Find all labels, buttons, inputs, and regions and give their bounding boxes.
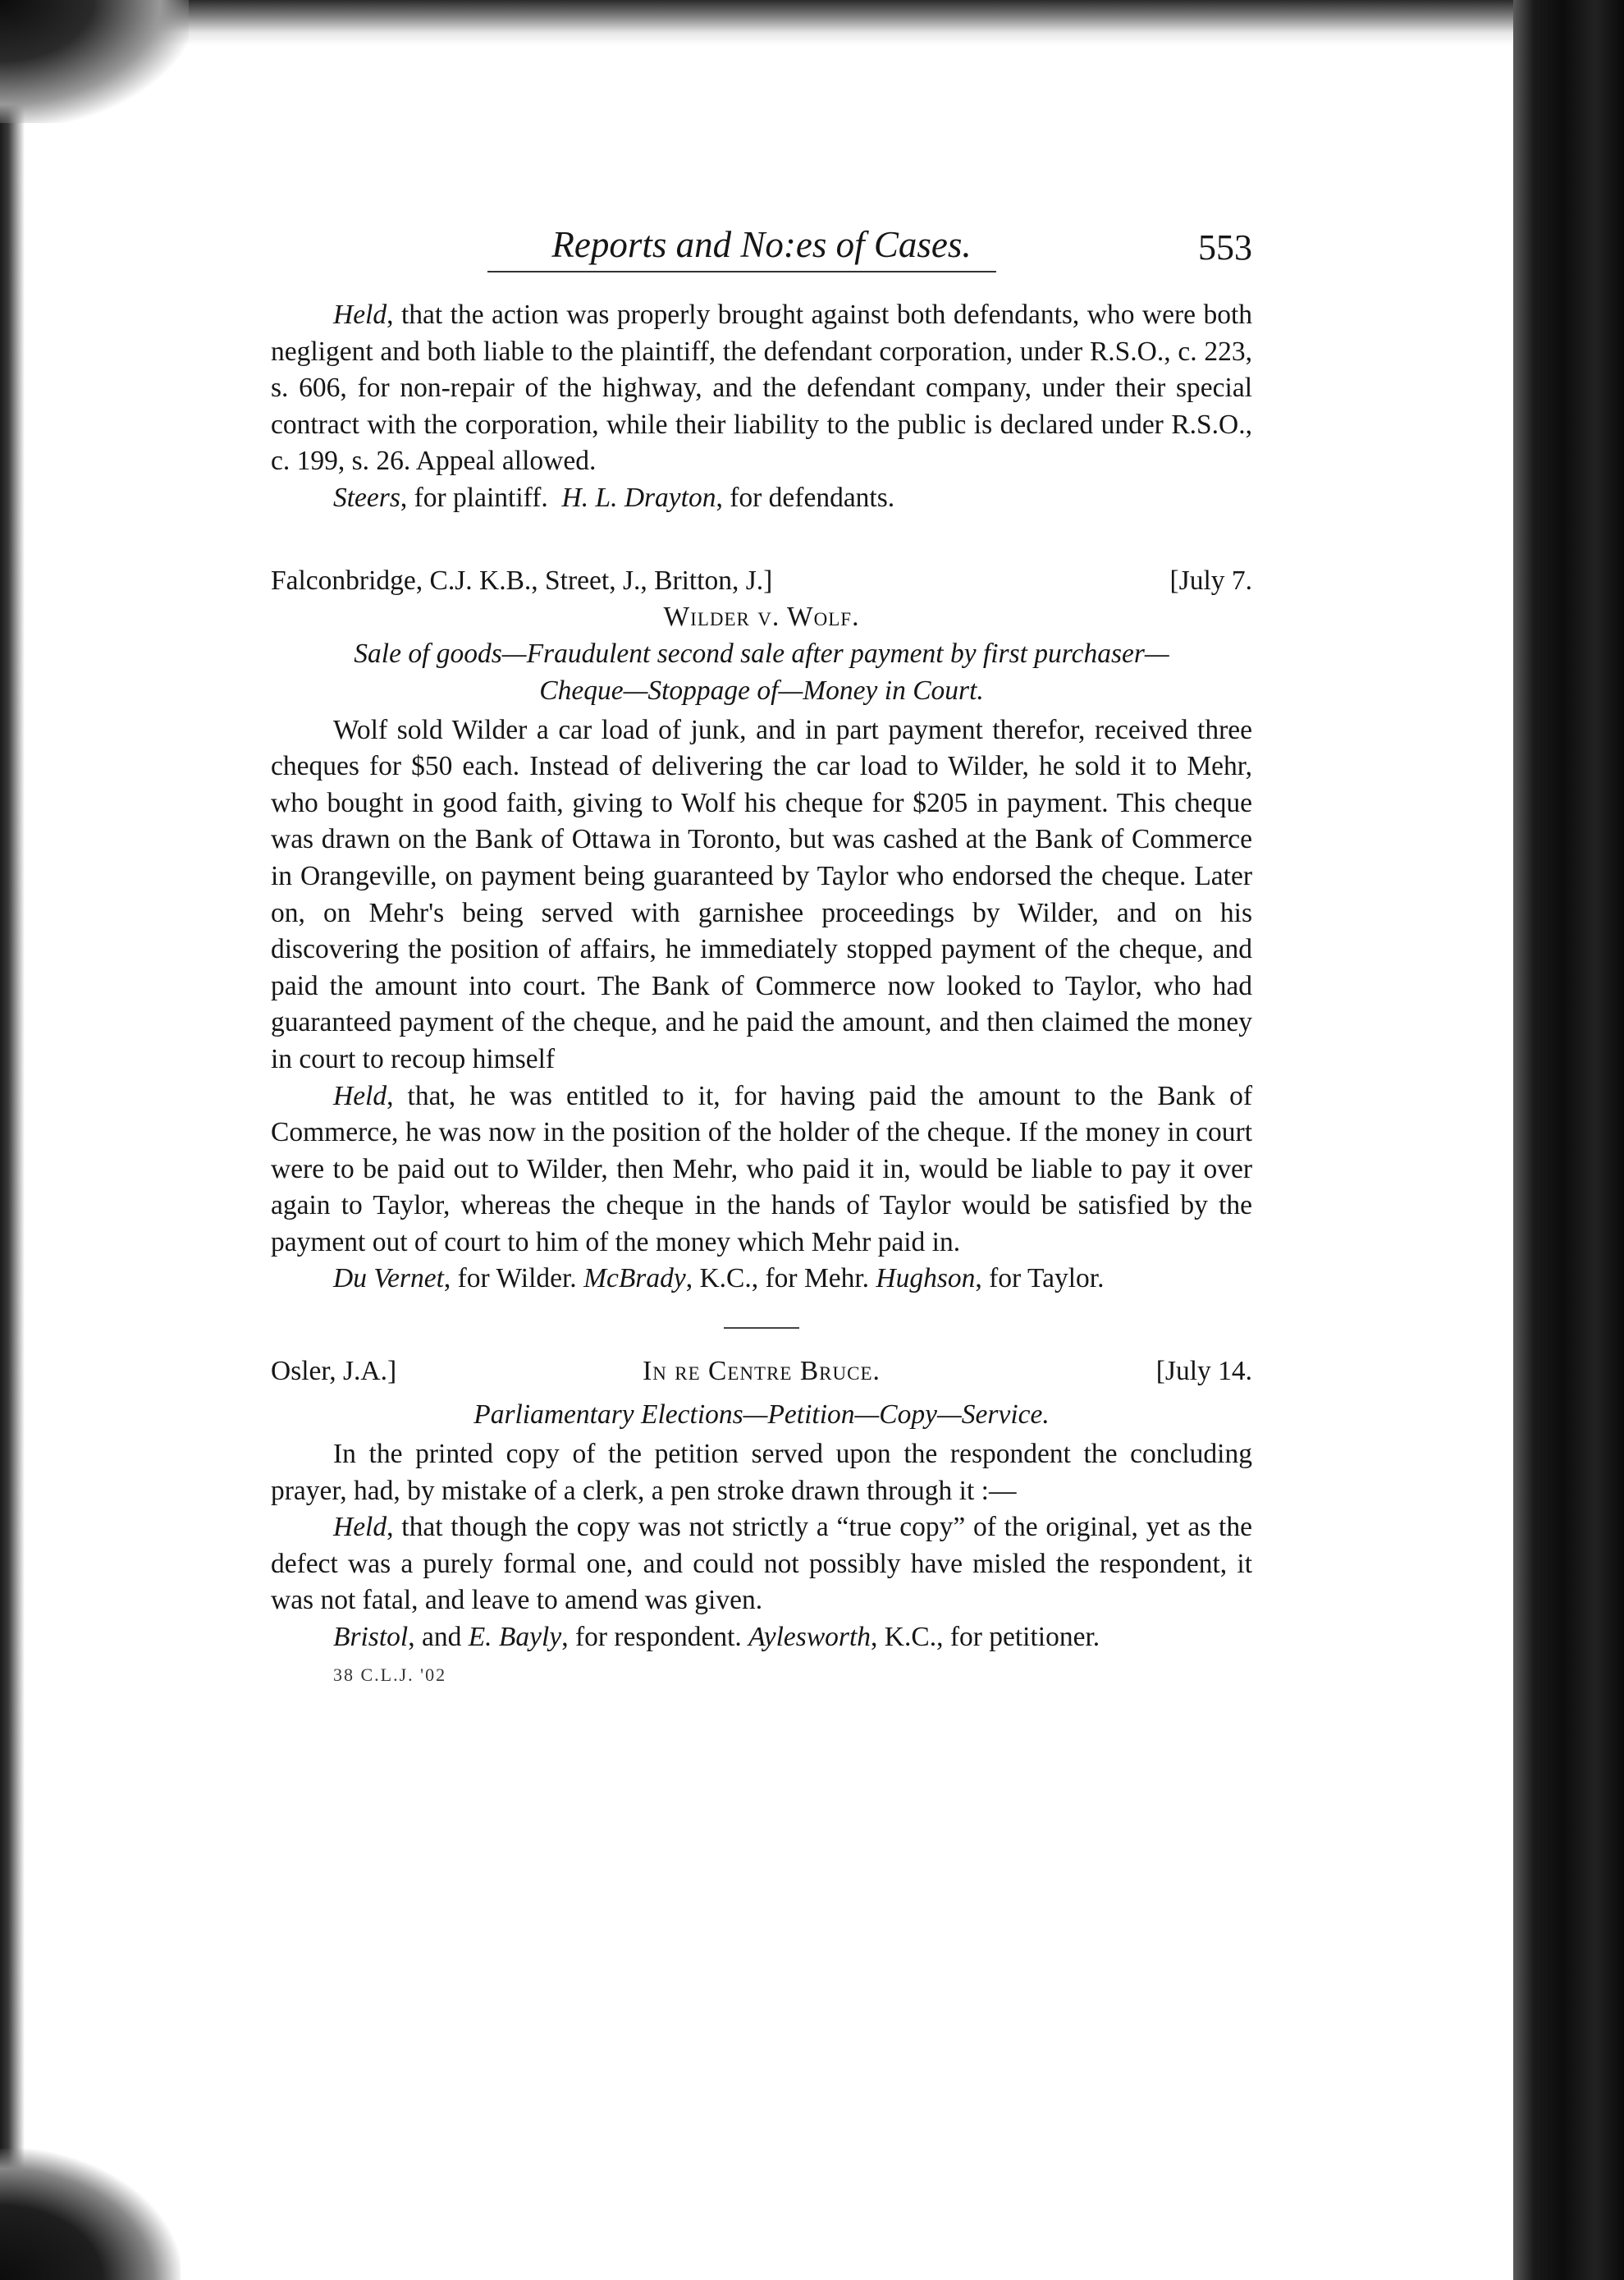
counsel-role: , K.C., for Mehr. — [685, 1263, 876, 1294]
held-label: Held — [333, 1512, 387, 1543]
case-2-facts: Wolf sold Wilder a car load of junk, and in part payment therefor, received three cheques for $50 each. Instead of delivering the car load to Wilder, he sold it to Mehr, who bought in good faith, giving to Wolf his cheque for $205 in payment. This cheque was drawn on the Bank of Ottawa in Toronto, but was cashed at the Bank of Commerce in Orangeville, on payment being guaranteed by Taylor who endorsed the cheque. Later on, on Mehr's being served with garnishee proceedings by Wilder, and on his discovering the position of affairs, he immediately stopped payment of the cheque, and paid the amount into court. The Bank of Commerce now looked to Taylor, who had guaranteed payment of the cheque, and he paid the amount, and then claimed the money in court to recoup himself — [271, 714, 1252, 1074]
case-2-counsel — [271, 1261, 1252, 1298]
counsel-name: H. L. Drayton — [561, 482, 716, 513]
counsel-role: , for defendants. — [716, 482, 895, 513]
scan-corner-bottom-left — [0, 2149, 181, 2280]
case-2-holding — [271, 1078, 1252, 1261]
scan-corner-top-left — [0, 0, 189, 123]
case-2-heading — [271, 563, 1252, 599]
holding-text: , that, he was entitled to it, for having paid the amount to the Bank of Commerce, he was now in the position of the holder of the cheque. If the money in court were to be paid out to Wilder, then Mehr, who paid it in, would be liable to pay it over again to Taylor, whereas the cheque in the hands of Taylor would be satisfied by the payment out of court to him of the money which Mehr paid in. — [271, 1080, 1252, 1257]
case-3-counsel — [271, 1619, 1252, 1656]
holding-text: , that though the copy was not strictly a “true copy” of the original, yet as the defect was a purely formal one, and could not possibly have misled the respondent, it was not fatal, and leave to amend was given. — [271, 1512, 1252, 1616]
case-2-title: Wilder v. Wolf. — [663, 601, 860, 632]
counsel-role: , for respondent. — [561, 1622, 749, 1653]
counsel-name: E. Bayly — [468, 1622, 562, 1653]
case-bench: Falconbridge, C.J. K.B., Street, J., Britton, J.] — [271, 565, 773, 596]
case-1 — [271, 297, 1252, 517]
scan-edge-right — [1513, 0, 1624, 2280]
case-date: [July 7. — [1169, 565, 1252, 596]
page-header — [271, 223, 1252, 281]
counsel-name: Steers — [333, 482, 400, 513]
case-3-title: In re Centre Bruce. — [643, 1356, 881, 1387]
held-label: Held — [333, 300, 387, 330]
counsel-name: Bristol — [333, 1622, 409, 1653]
page-number: 553 — [1198, 227, 1252, 268]
page-content — [271, 223, 1252, 1686]
counsel-role: , K.C., for petitioner. — [871, 1622, 1100, 1653]
scan-edge-left — [0, 0, 25, 2280]
case-1-holding — [271, 297, 1252, 480]
counsel-name: Aylesworth — [748, 1622, 871, 1653]
case-2-headnote — [271, 635, 1252, 709]
counsel-role: , for Wilder. — [443, 1263, 584, 1294]
counsel-name: McBrady — [583, 1263, 686, 1294]
scan-edge-top — [0, 0, 1624, 45]
counsel-name: Hughson — [876, 1263, 976, 1294]
case-3-holding — [271, 1509, 1252, 1619]
counsel-role: , for Taylor. — [975, 1263, 1105, 1294]
case-3-headnote: Parliamentary Elections—Petition—Copy—Service. — [473, 1399, 1050, 1431]
held-label: Held — [333, 1080, 387, 1111]
case-2 — [271, 563, 1252, 1298]
counsel-role: , for plaintiff. — [400, 482, 548, 513]
headnote-line: Cheque—Stoppage of—Money in Court. — [539, 675, 984, 706]
counsel-role: , and — [408, 1622, 469, 1653]
headnote-line: Sale of goods—Fraudulent second sale after payment by first purchaser— — [354, 638, 1169, 669]
case-bench: Osler, J.A.] — [271, 1356, 397, 1387]
running-title: Reports and No:es of Cases. — [551, 224, 972, 265]
holding-text: , that the action was properly brought against both defendants, who were both negligent and both liable to the plaintiff, the defendant corporation, under R.S.O., c. 223, s. 606, for non-repair of the highway, and the defendant company, under their special contract with the corporation, while their liability to the public is declared under R.S.O., c. 199, s. 26. Appeal allowed. — [271, 300, 1252, 477]
case-3-facts: In the printed copy of the petition served upon the respondent the concluding prayer, had, by mistake of a clerk, a pen stroke drawn through it :— — [271, 1439, 1252, 1506]
case-3-heading — [271, 1353, 1252, 1390]
counsel-name: Du Vernet — [333, 1263, 444, 1294]
case-date: [July 14. — [1155, 1356, 1252, 1387]
case-1-counsel — [271, 480, 1252, 517]
header-rule — [487, 271, 996, 272]
case-3 — [271, 1353, 1252, 1656]
printer-signature: 38 C.L.J. '02 — [333, 1664, 447, 1685]
section-divider — [724, 1327, 799, 1329]
